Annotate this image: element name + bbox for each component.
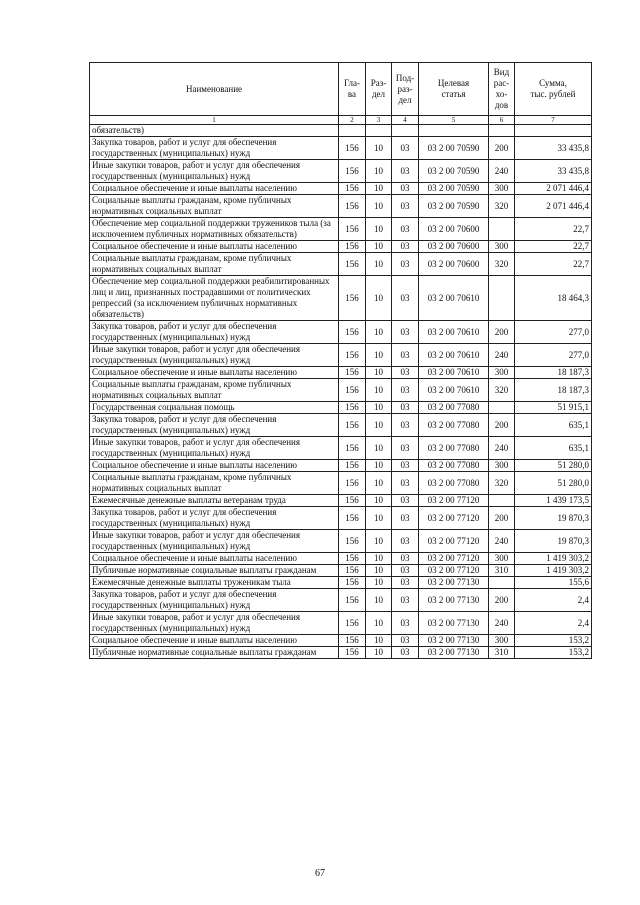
row-subsection: 03	[392, 183, 419, 195]
row-amount: 51 280,0	[515, 460, 592, 472]
row-target: 03 2 00 77080	[419, 402, 489, 414]
row-amount: 22,7	[515, 253, 592, 276]
row-section: 10	[366, 367, 392, 379]
row-target: 03 2 00 70610	[419, 276, 489, 321]
row-subsection: 03	[392, 321, 419, 344]
row-target: 03 2 00 70590	[419, 160, 489, 183]
row-chapter: 156	[339, 565, 366, 577]
row-expense-type: 240	[489, 530, 515, 553]
row-target: 03 2 00 70610	[419, 367, 489, 379]
table-row	[90, 218, 592, 241]
row-target: 03 2 00 70610	[419, 321, 489, 344]
row-subsection: 03	[392, 565, 419, 577]
column-number-row	[90, 116, 592, 125]
row-expense-type: 300	[489, 553, 515, 565]
table-row	[90, 183, 592, 195]
table-row	[90, 612, 592, 635]
row-expense-type: 200	[489, 589, 515, 612]
row-section: 10	[366, 565, 392, 577]
row-amount: 18 187,3	[515, 379, 592, 402]
row-expense-type: 300	[489, 183, 515, 195]
row-section: 10	[366, 530, 392, 553]
row-subsection: 03	[392, 507, 419, 530]
row-amount: 155,6	[515, 577, 592, 589]
row-subsection: 03	[392, 195, 419, 218]
row-target: 03 2 00 77130	[419, 577, 489, 589]
row-amount: 22,7	[515, 241, 592, 253]
row-section: 10	[366, 379, 392, 402]
header-expense-type: Вид рас- хо- дов	[489, 63, 515, 116]
table-row	[90, 577, 592, 589]
row-subsection: 03	[392, 577, 419, 589]
row-amount: 153,2	[515, 635, 592, 647]
row-target: 03 2 00 70600	[419, 253, 489, 276]
row-target: 03 2 00 77120	[419, 565, 489, 577]
row-target: 03 2 00 77080	[419, 414, 489, 437]
table-row	[90, 241, 592, 253]
row-section: 10	[366, 553, 392, 565]
header-target: Целевая статья	[419, 63, 489, 116]
row-chapter: 156	[339, 218, 366, 241]
row-section: 10	[366, 589, 392, 612]
row-section: 10	[366, 218, 392, 241]
row-section: 10	[366, 276, 392, 321]
row-name: Иные закупки товаров, работ и услуг для обеспечения государственных (муниципальных) нужд	[90, 437, 339, 460]
row-subsection: 03	[392, 276, 419, 321]
row-amount: 2 071 446,4	[515, 183, 592, 195]
row-amount: 33 435,8	[515, 160, 592, 183]
row-name: Иные закупки товаров, работ и услуг для обеспечения государственных (муниципальных) нужд	[90, 160, 339, 183]
row-subsection: 03	[392, 218, 419, 241]
row-section: 10	[366, 495, 392, 507]
row-name: Социальное обеспечение и иные выплаты населению	[90, 367, 339, 379]
row-amount: 22,7	[515, 218, 592, 241]
row-target: 03 2 00 70610	[419, 379, 489, 402]
row-expense-type: 320	[489, 195, 515, 218]
row-name: Социальное обеспечение и иные выплаты населению	[90, 553, 339, 565]
row-amount: 277,0	[515, 321, 592, 344]
row-name: Закупка товаров, работ и услуг для обеспечения государственных (муниципальных) нужд	[90, 137, 339, 160]
header-chapter: Гла- ва	[339, 63, 366, 116]
row-target: 03 2 00 77130	[419, 635, 489, 647]
row-name: Социальные выплаты гражданам, кроме публичных нормативных социальных выплат	[90, 253, 339, 276]
row-name: Социальное обеспечение и иные выплаты населению	[90, 183, 339, 195]
table-row	[90, 125, 592, 137]
column-number: 5	[419, 116, 489, 125]
table-row	[90, 402, 592, 414]
row-expense-type: 200	[489, 507, 515, 530]
row-subsection: 03	[392, 437, 419, 460]
row-section: 10	[366, 344, 392, 367]
row-expense-type: 240	[489, 437, 515, 460]
row-target: 03 2 00 77120	[419, 553, 489, 565]
row-subsection: 03	[392, 530, 419, 553]
row-amount: 2 071 446,4	[515, 195, 592, 218]
row-name: Обеспечение мер социальной поддержки реабилитированных лиц и лиц, признанных пострадавшими от политических репрессий (за исключением публичных нормативных обязательств)	[90, 276, 339, 321]
table-row	[90, 379, 592, 402]
table-row	[90, 530, 592, 553]
row-chapter: 156	[339, 414, 366, 437]
row-target: 03 2 00 77080	[419, 472, 489, 495]
row-amount: 2,4	[515, 612, 592, 635]
row-expense-type	[489, 577, 515, 589]
row-section: 10	[366, 183, 392, 195]
table-row	[90, 160, 592, 183]
row-chapter: 156	[339, 160, 366, 183]
row-name: Ежемесячные денежные выплаты ветеранам труда	[90, 495, 339, 507]
row-name: Закупка товаров, работ и услуг для обеспечения государственных (муниципальных) нужд	[90, 321, 339, 344]
row-section: 10	[366, 635, 392, 647]
column-number: 4	[392, 116, 419, 125]
row-expense-type: 320	[489, 379, 515, 402]
row-subsection: 03	[392, 379, 419, 402]
row-expense-type: 300	[489, 460, 515, 472]
row-section: 10	[366, 160, 392, 183]
row-expense-type	[489, 125, 515, 137]
row-amount: 51 915,1	[515, 402, 592, 414]
row-name: Закупка товаров, работ и услуг для обеспечения государственных (муниципальных) нужд	[90, 589, 339, 612]
row-subsection: 03	[392, 241, 419, 253]
row-target: 03 2 00 70590	[419, 183, 489, 195]
table-row	[90, 553, 592, 565]
row-chapter: 156	[339, 495, 366, 507]
row-amount: 33 435,8	[515, 137, 592, 160]
header-amount: Сумма, тыс. рублей	[515, 63, 592, 116]
row-target: 03 2 00 77130	[419, 612, 489, 635]
row-chapter: 156	[339, 635, 366, 647]
table-row	[90, 137, 592, 160]
row-target: 03 2 00 77120	[419, 530, 489, 553]
row-target: 03 2 00 70590	[419, 137, 489, 160]
table-row	[90, 344, 592, 367]
row-target: 03 2 00 77080	[419, 460, 489, 472]
row-section: 10	[366, 437, 392, 460]
row-amount: 1 419 303,2	[515, 565, 592, 577]
row-section	[366, 125, 392, 137]
row-subsection: 03	[392, 647, 419, 659]
row-chapter: 156	[339, 276, 366, 321]
row-expense-type: 240	[489, 612, 515, 635]
table-row	[90, 472, 592, 495]
row-chapter: 156	[339, 241, 366, 253]
table-row	[90, 635, 592, 647]
header-name: Наименование	[90, 63, 339, 116]
column-number: 3	[366, 116, 392, 125]
row-expense-type: 320	[489, 472, 515, 495]
row-amount: 277,0	[515, 344, 592, 367]
table-row	[90, 495, 592, 507]
row-chapter: 156	[339, 367, 366, 379]
row-chapter: 156	[339, 647, 366, 659]
budget-table	[89, 62, 592, 659]
row-expense-type	[489, 402, 515, 414]
row-subsection: 03	[392, 472, 419, 495]
row-subsection	[392, 125, 419, 137]
row-amount: 153,2	[515, 647, 592, 659]
row-expense-type: 200	[489, 137, 515, 160]
table-row	[90, 589, 592, 612]
row-subsection: 03	[392, 495, 419, 507]
row-section: 10	[366, 507, 392, 530]
row-expense-type: 200	[489, 321, 515, 344]
row-target: 03 2 00 77130	[419, 589, 489, 612]
row-target: 03 2 00 70600	[419, 218, 489, 241]
row-name: Иные закупки товаров, работ и услуг для обеспечения государственных (муниципальных) нужд	[90, 344, 339, 367]
row-subsection: 03	[392, 589, 419, 612]
row-subsection: 03	[392, 612, 419, 635]
row-section: 10	[366, 241, 392, 253]
row-section: 10	[366, 402, 392, 414]
row-expense-type	[489, 218, 515, 241]
header-row	[90, 63, 592, 116]
row-amount: 1 439 173,5	[515, 495, 592, 507]
row-chapter: 156	[339, 253, 366, 276]
row-amount: 635,1	[515, 414, 592, 437]
row-chapter: 156	[339, 402, 366, 414]
row-section: 10	[366, 612, 392, 635]
row-section: 10	[366, 460, 392, 472]
row-subsection: 03	[392, 414, 419, 437]
row-amount: 19 870,3	[515, 507, 592, 530]
row-section: 10	[366, 137, 392, 160]
row-expense-type: 310	[489, 647, 515, 659]
budget-page	[89, 62, 591, 659]
row-expense-type: 240	[489, 344, 515, 367]
row-section: 10	[366, 414, 392, 437]
row-target: 03 2 00 70590	[419, 195, 489, 218]
row-target: 03 2 00 77120	[419, 507, 489, 530]
row-name: Обеспечение мер социальной поддержки тружеников тыла (за исключением публичных нормативных обязательств)	[90, 218, 339, 241]
row-expense-type: 310	[489, 565, 515, 577]
table-row	[90, 647, 592, 659]
row-subsection: 03	[392, 137, 419, 160]
row-chapter: 156	[339, 137, 366, 160]
row-expense-type	[489, 276, 515, 321]
row-name: Социальные выплаты гражданам, кроме публичных нормативных социальных выплат	[90, 379, 339, 402]
row-name: Иные закупки товаров, работ и услуг для обеспечения государственных (муниципальных) нужд	[90, 612, 339, 635]
row-expense-type: 200	[489, 414, 515, 437]
row-chapter: 156	[339, 577, 366, 589]
row-name: Социальное обеспечение и иные выплаты населению	[90, 460, 339, 472]
row-chapter: 156	[339, 321, 366, 344]
header-subsection: Под- раз- дел	[392, 63, 419, 116]
row-chapter: 156	[339, 460, 366, 472]
table-row	[90, 460, 592, 472]
row-expense-type: 300	[489, 367, 515, 379]
row-amount: 19 870,3	[515, 530, 592, 553]
row-name: Публичные нормативные социальные выплаты гражданам	[90, 565, 339, 577]
row-chapter: 156	[339, 437, 366, 460]
row-chapter	[339, 125, 366, 137]
row-name: Социальные выплаты гражданам, кроме публичных нормативных социальных выплат	[90, 472, 339, 495]
row-chapter: 156	[339, 379, 366, 402]
row-amount: 2,4	[515, 589, 592, 612]
row-subsection: 03	[392, 460, 419, 472]
table-row	[90, 565, 592, 577]
row-amount: 1 419 303,2	[515, 553, 592, 565]
row-target: 03 2 00 70600	[419, 241, 489, 253]
row-subsection: 03	[392, 367, 419, 379]
row-expense-type: 300	[489, 241, 515, 253]
row-target	[419, 125, 489, 137]
row-subsection: 03	[392, 344, 419, 367]
row-chapter: 156	[339, 472, 366, 495]
row-chapter: 156	[339, 344, 366, 367]
row-target: 03 2 00 70610	[419, 344, 489, 367]
row-section: 10	[366, 321, 392, 344]
table-row	[90, 507, 592, 530]
row-chapter: 156	[339, 589, 366, 612]
row-expense-type: 240	[489, 160, 515, 183]
row-amount: 635,1	[515, 437, 592, 460]
row-subsection: 03	[392, 253, 419, 276]
row-expense-type: 320	[489, 253, 515, 276]
row-name: Закупка товаров, работ и услуг для обеспечения государственных (муниципальных) нужд	[90, 414, 339, 437]
column-number: 7	[515, 116, 592, 125]
row-subsection: 03	[392, 553, 419, 565]
row-chapter: 156	[339, 195, 366, 218]
row-section: 10	[366, 195, 392, 218]
table-row	[90, 253, 592, 276]
table-row	[90, 367, 592, 379]
row-name: Ежемесячные денежные выплаты труженикам тыла	[90, 577, 339, 589]
row-target: 03 2 00 77120	[419, 495, 489, 507]
row-name: Государственная социальная помощь	[90, 402, 339, 414]
row-amount: 51 280,0	[515, 472, 592, 495]
row-name: Закупка товаров, работ и услуг для обеспечения государственных (муниципальных) нужд	[90, 507, 339, 530]
table-row	[90, 414, 592, 437]
column-number: 1	[90, 116, 339, 125]
row-name: Социальные выплаты гражданам, кроме публичных нормативных социальных выплат	[90, 195, 339, 218]
row-chapter: 156	[339, 530, 366, 553]
row-expense-type	[489, 495, 515, 507]
page-number: 67	[315, 868, 325, 879]
row-name: Социальное обеспечение и иные выплаты населению	[90, 635, 339, 647]
row-section: 10	[366, 647, 392, 659]
table-row	[90, 276, 592, 321]
row-name: обязательств)	[90, 125, 339, 137]
row-chapter: 156	[339, 553, 366, 565]
row-target: 03 2 00 77130	[419, 647, 489, 659]
row-amount: 18 464,3	[515, 276, 592, 321]
row-name: Социальное обеспечение и иные выплаты населению	[90, 241, 339, 253]
row-subsection: 03	[392, 402, 419, 414]
row-section: 10	[366, 577, 392, 589]
row-section: 10	[366, 253, 392, 276]
row-chapter: 156	[339, 183, 366, 195]
row-subsection: 03	[392, 635, 419, 647]
row-subsection: 03	[392, 160, 419, 183]
column-number: 2	[339, 116, 366, 125]
row-target: 03 2 00 77080	[419, 437, 489, 460]
table-row	[90, 321, 592, 344]
column-number: 6	[489, 116, 515, 125]
row-expense-type: 300	[489, 635, 515, 647]
row-amount	[515, 125, 592, 137]
row-name: Публичные нормативные социальные выплаты гражданам	[90, 647, 339, 659]
table-row	[90, 195, 592, 218]
table-row	[90, 437, 592, 460]
row-chapter: 156	[339, 507, 366, 530]
row-chapter: 156	[339, 612, 366, 635]
header-section: Раз- дел	[366, 63, 392, 116]
row-section: 10	[366, 472, 392, 495]
row-name: Иные закупки товаров, работ и услуг для обеспечения государственных (муниципальных) нужд	[90, 530, 339, 553]
row-amount: 18 187,3	[515, 367, 592, 379]
